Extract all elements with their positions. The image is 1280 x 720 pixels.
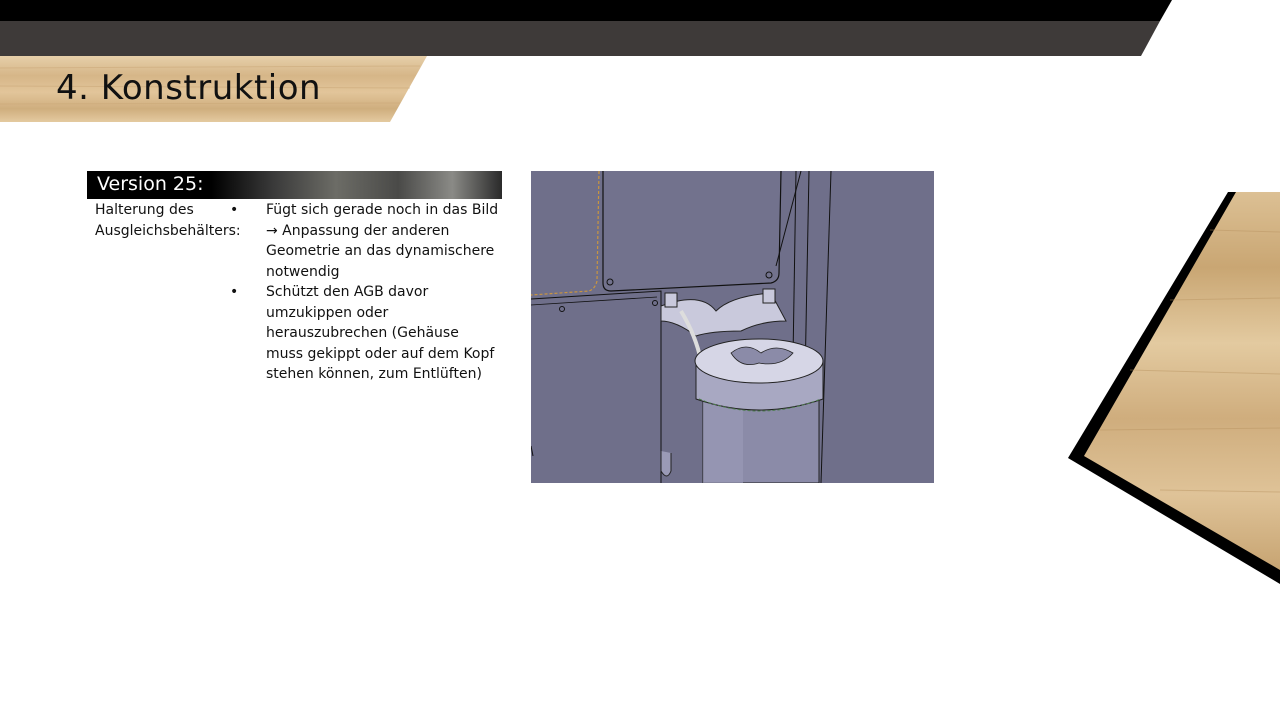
wood-texture-icon — [1060, 190, 1280, 590]
component-label: Halterung des Ausgleichsbehälters: — [95, 202, 241, 239]
version-header — [87, 171, 502, 199]
list-item — [228, 200, 500, 282]
bullet-icon: • — [230, 202, 239, 218]
header-bars — [0, 0, 1280, 60]
version-label: Version 25: — [97, 173, 204, 195]
bullet-list — [228, 200, 500, 385]
bullet-text: Fügt sich gerade noch in das Bild → Anpassung der anderen Geometrie an das dynamischere notwendig — [266, 202, 499, 280]
bullet-text: Schützt den AGB davor umzukippen oder herauszubrechen (Gehäuse muss gekippt oder auf dem Kopf stehen können, zum Entlüften) — [266, 284, 495, 382]
bullet-icon: • — [230, 284, 239, 300]
page-title: 4. Konstruktion — [56, 68, 322, 108]
cad-render-icon — [531, 171, 934, 483]
list-item — [228, 282, 500, 385]
